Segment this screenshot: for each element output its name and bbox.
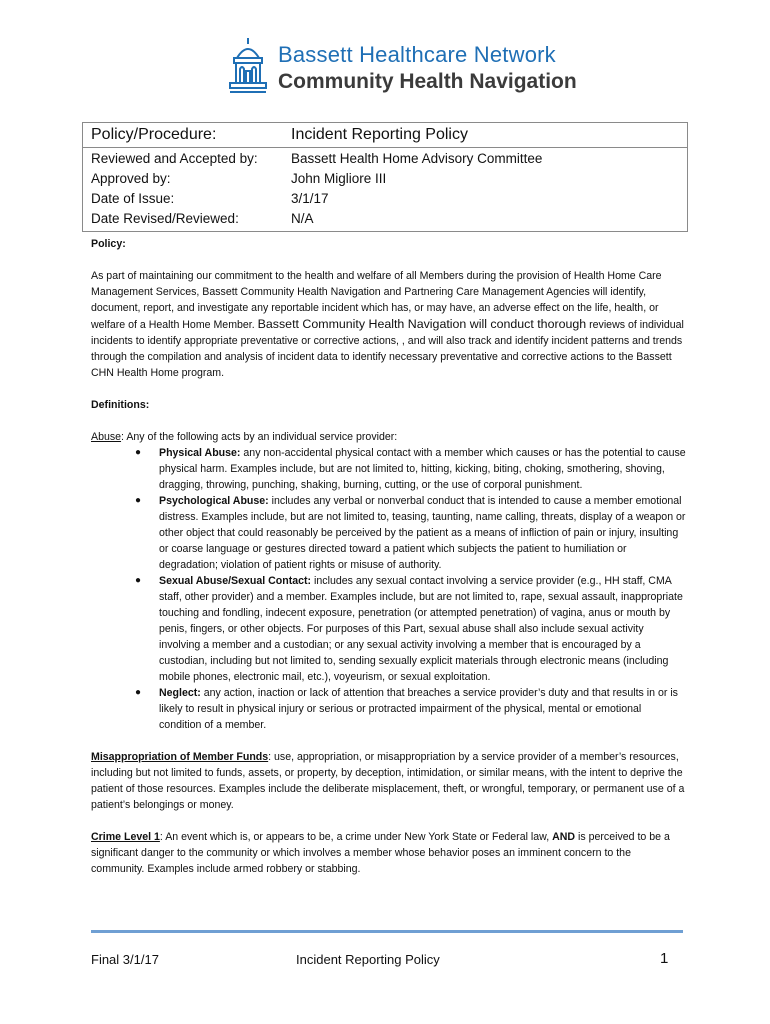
abuse-definition (91, 429, 686, 445)
abuse-term: Abuse (91, 431, 122, 443)
policy-paragraph (91, 268, 686, 381)
abuse-intro: : Any of the following acts by an individual service provider: (121, 431, 398, 443)
footer-divider (91, 930, 683, 933)
bullet-icon: ● (135, 687, 142, 698)
footer-version: Final 3/1/17 (91, 952, 159, 967)
crime-term: Crime Level 1 (91, 831, 160, 843)
meta-row-issue-date (83, 189, 687, 209)
meta-value: 3/1/17 (291, 191, 329, 206)
meta-row-reviewed (83, 149, 687, 169)
bullet-icon: ● (135, 495, 142, 506)
meta-value: Bassett Health Home Advisory Committee (291, 151, 543, 166)
abuse-types-list (91, 445, 686, 733)
list-item (91, 493, 686, 573)
program-name: Community Health Navigation (278, 70, 577, 93)
crime-and: AND (552, 831, 576, 843)
page-number: 1 (660, 950, 669, 967)
policy-title-row (83, 123, 687, 148)
bullet-term: Sexual Abuse/Sexual Contact: (159, 575, 312, 587)
meta-label: Reviewed and Accepted by: (91, 151, 258, 166)
meta-label: Date Revised/Reviewed: (91, 211, 239, 226)
bullet-term: Physical Abuse: (159, 447, 241, 459)
misappropriation-text: : use, appropriation, or misappropriation by a service provider of a member’s resources, including but not limited to funds, assets, or property, by deception, intimidation, or similar means, with the intent to deprive the patient of those resources. Examples include the deliberate misplacement, theft, or wrongful, temporary, or permanent use of a patient’s belongings or money. (91, 751, 685, 811)
list-item (91, 573, 686, 685)
misappropriation-term: Misappropriation of Member Funds (91, 751, 269, 763)
bullet-text: any non-accidental physical contact with a member which causes or has the potential to cause physical harm. Examples include, but are not limited to, hitting, kicking, biting, choking, smothering, shoving, dragging, throwing, punching, shaking, burning, cutting, or the use of corporal punishment. (159, 447, 686, 491)
list-item (91, 445, 686, 493)
crime-text-a: : An event which is, or appears to be, a crime under New York State or Federal law, (159, 831, 550, 843)
meta-label: Approved by: (91, 171, 171, 186)
footer-title: Incident Reporting Policy (296, 952, 440, 967)
misappropriation-definition (91, 749, 686, 813)
list-item (91, 685, 686, 733)
meta-row-approved (83, 169, 687, 189)
policy-text-b: reviews of individual incidents to identify appropriate preventative or corrective actions, , and will also track and identify incident patterns and trends through the compilation and analysis of incident data to identify necessary preventative and corrective actions to the Bassett CHN Health Home program. (91, 319, 684, 379)
bullet-text: includes any sexual contact involving a service provider (e.g., HH staff, CMA staff, other provider) and a member. Examples include, but are not limited to, rape, sexual assault, inappropriate touching and fondling, indecent exposure, penetration (or attempted penetration) of vagina, anus or mouth by penis, fingers, or other objects. For purposes of this Part, sexual abuse shall also include sexual activity involving a member and a custodian; or any sexual activity involving a member that is encouraged by a custodian, including but not limited to, sending sexually explicit materials through electronic means (including mobile phones, electronic mail, etc.), voyeurism, or sexual exploitation. (159, 575, 683, 683)
policy-header-table (82, 122, 688, 232)
bullet-term: Psychological Abuse: (159, 495, 269, 507)
bullet-icon: ● (135, 575, 142, 586)
bullet-icon: ● (135, 447, 142, 458)
bullet-term: Neglect: (159, 687, 201, 699)
document-body (91, 236, 686, 877)
policy-label: Policy/Procedure: (91, 126, 217, 143)
organization-name: Bassett Healthcare Network (278, 42, 556, 67)
policy-title: Incident Reporting Policy (291, 126, 468, 143)
meta-label: Date of Issue: (91, 191, 175, 206)
definitions-heading: Definitions: (91, 399, 150, 411)
crime-text-b: is perceived to be a significant danger to the community or which involves a member whose behavior poses an imminent concern to the community. Examples include armed robbery or stabbing. (91, 831, 670, 875)
bullet-text: includes any verbal or nonverbal conduct that is intended to cause a member emotional distress. Examples include, but are not limited to, teasing, taunting, name calling, threats, display of a weapon or other object that could reasonably be perceived by the patient as a means of infliction of pain or injury, insulting or coarse language or gestures directed toward a patient which subjects the patient to humiliation or degradation; violation of patient rights or misuse of authority. (159, 495, 686, 571)
logo (228, 36, 577, 100)
policy-text-emphasis: Bassett Community Health Navigation will conduct thorough (257, 317, 587, 331)
meta-value: N/A (291, 211, 314, 226)
meta-value: John Migliore III (291, 171, 387, 186)
building-dome-icon (228, 36, 268, 98)
crime-definition (91, 829, 686, 877)
bullet-text: any action, inaction or lack of attention that breaches a service provider’s duty and that results in or is likely to result in physical injury or serious or protracted impairment of the physical, mental or emotional condition of a member. (159, 687, 678, 731)
policy-text-a: As part of maintaining our commitment to the health and welfare of all Members during the provision of Health Home Care Management Services, Bassett Community Health Navigation and Partnering Care Management Agencies will identify, document, report, and investigate any reportable incident which has, or may have, an adverse effect on the life, health, or welfare of a Health Home Member. (91, 270, 662, 331)
meta-row-revised (83, 209, 687, 229)
policy-heading: Policy: (91, 238, 126, 250)
